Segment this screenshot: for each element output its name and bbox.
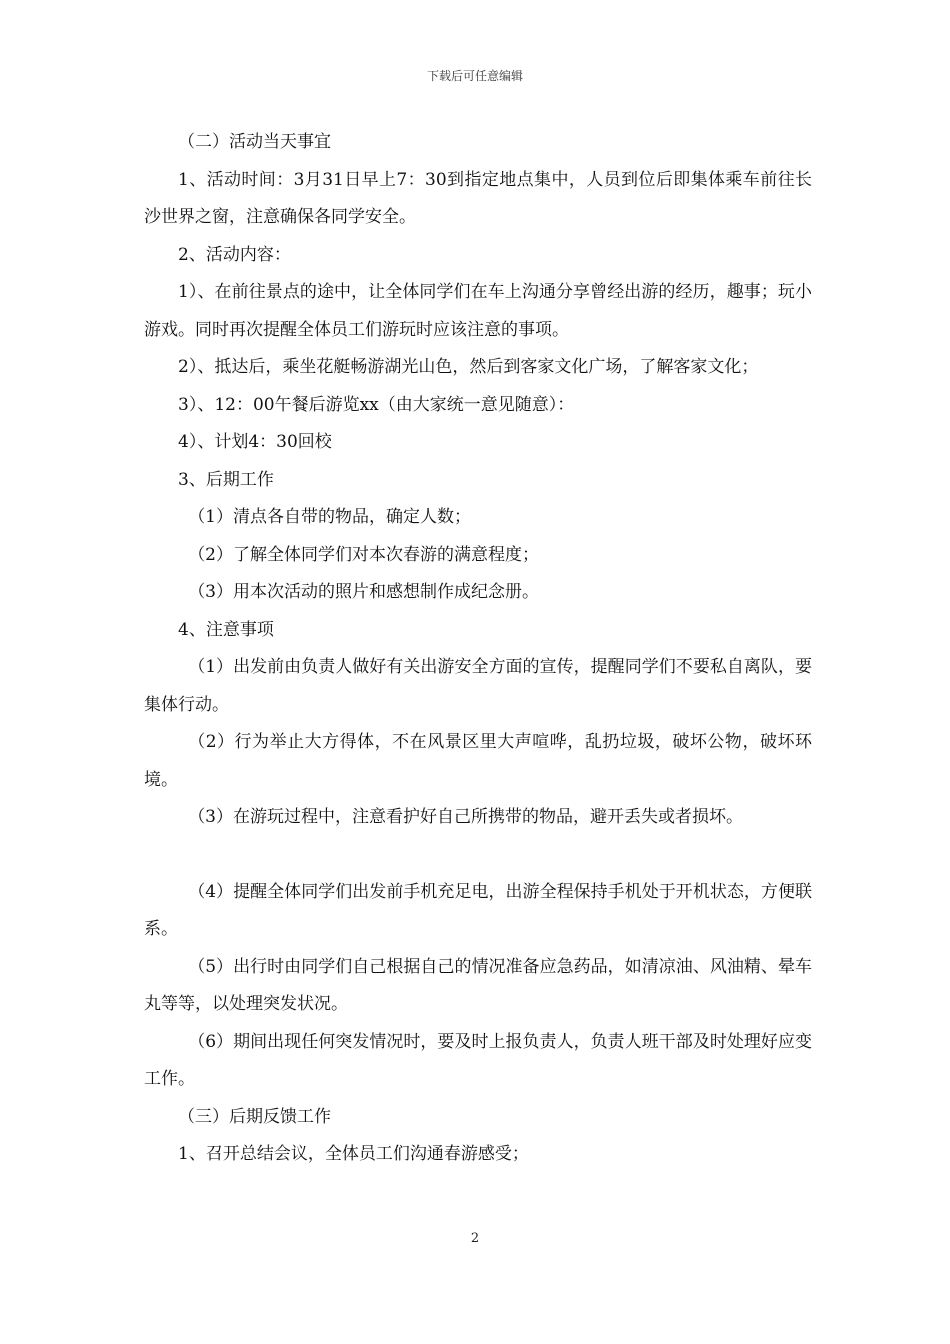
paragraph-note-4: （4）提醒全体同学们出发前手机充足电，出游全程保持手机处于开机状态，方便联系。	[144, 881, 812, 939]
paragraph-note-5: （5）出行时由同学们自己根据自己的情况准备应急药品，如清凉油、风油精、晕车丸等等，以处理突发状况。	[144, 956, 812, 1014]
page-header-note: 下载后可任意编辑	[426, 69, 523, 83]
paragraph-note-1: （1）出发前由负责人做好有关出游安全方面的宣传，提醒同学们不要私自离队，要集体行动。	[144, 657, 812, 715]
paragraph-followup-heading: 3、后期工作	[178, 469, 274, 490]
paragraph-feedback-item-1: 1、召开总结会议，全体员工们沟通春游感受；	[178, 1144, 529, 1164]
document-body	[144, 124, 812, 1174]
paragraph-followup-item-1: （1）清点各自带的物品，确定人数；	[188, 507, 472, 527]
section-heading-feedback: （三）后期反馈工作	[178, 1106, 331, 1127]
paragraph-note-3: （3）在游玩过程中，注意看护好自己所携带的物品，避开丢失或者损坏。	[188, 807, 744, 827]
paragraph-content-item-1: 1）、在前往景点的途中，让全体同学们在车上沟通分享曾经出游的经历，趣事；玩小游戏。同时再次提醒全体员工们游玩时应该注意的事项。	[144, 282, 812, 340]
paragraph-activity-content-heading: 2、活动内容：	[178, 244, 291, 265]
paragraph-notes-heading: 4、注意事项	[178, 619, 274, 640]
section-heading-activity-day: （二）活动当天事宜	[178, 132, 331, 152]
paragraph-note-2: （2）行为举止大方得体，不在风景区里大声喧哗，乱扔垃圾，破坏公物，破坏环境。	[144, 732, 812, 790]
paragraph-content-item-4: 4）、计划4：30回校	[178, 432, 332, 452]
paragraph-gap	[144, 837, 812, 874]
paragraph-followup-item-3: （3）用本次活动的照片和感想制作成纪念册。	[188, 582, 540, 602]
page-number: 2	[470, 1231, 480, 1246]
paragraph-activity-time: 1、活动时间：3月31日早上7：30到指定地点集中，人员到位后即集体乘车前往长沙世界之窗，注意确保各同学安全。	[144, 169, 812, 227]
paragraph-content-item-3: 3）、12：00午餐后游览xx（由大家统一意见随意）：	[178, 394, 575, 415]
paragraph-note-6: （6）期间出现任何突发情况时，要及时上报负责人，负责人班干部及时处理好应变工作。	[144, 1031, 812, 1089]
paragraph-content-item-2: 2）、抵达后，乘坐花艇畅游湖光山色，然后到客家文化广场，了解客家文化；	[178, 357, 759, 377]
paragraph-followup-item-2: （2）了解全体同学们对本次春游的满意程度；	[188, 544, 540, 565]
